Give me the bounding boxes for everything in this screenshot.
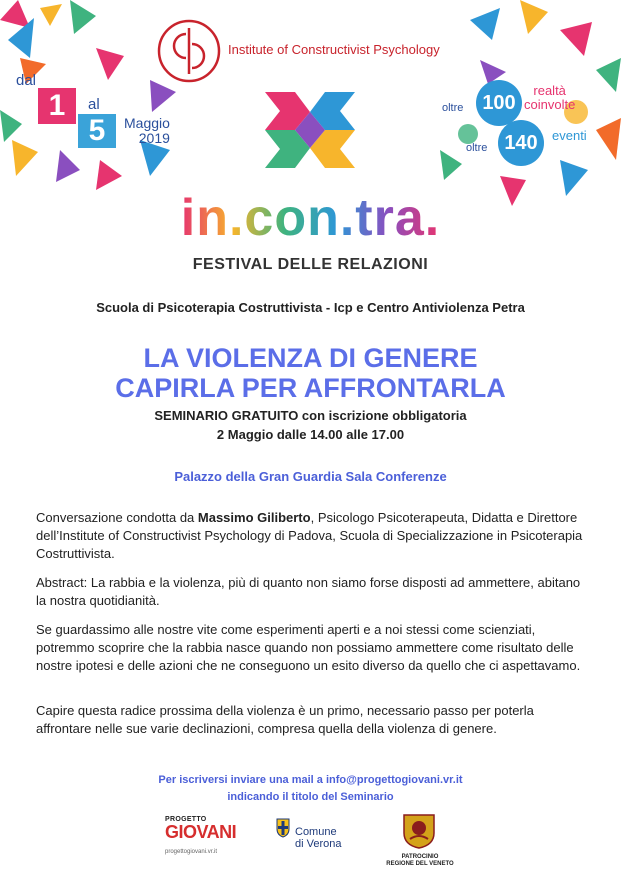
- verona-shield-icon: [276, 818, 290, 838]
- stat-label-realta-b: coinvolte: [524, 97, 576, 112]
- subtitle-line-2: 2 Maggio dalle 14.00 alle 17.00: [216, 427, 405, 442]
- stat-label-eventi: eventi: [552, 128, 587, 143]
- date-month: Maggio: [124, 115, 170, 131]
- comune-verona: [295, 826, 341, 850]
- date-year: 2019: [138, 130, 170, 146]
- paragraph-conclusion: Capire questa radice prossima della violenza è un primo, necessario passo per poterla affrontare nelle sue varie declinazioni, compresa quella della violenza di genere.: [36, 703, 534, 736]
- date-al: al: [88, 96, 100, 113]
- verona-line-1: Comune: [295, 826, 337, 838]
- date-dal: dal: [16, 72, 37, 89]
- title-line-1: LA VIOLENZA DI GENERE: [143, 343, 478, 373]
- date-month-year: [124, 116, 170, 146]
- venue: Palazzo della Gran Guardia Sala Conferenze: [174, 469, 447, 484]
- verona-line-2: di Verona: [295, 838, 342, 850]
- subtitle-line-1: SEMINARIO GRATUITO con iscrizione obbligatoria: [154, 408, 467, 423]
- icp-logo-icon: [156, 18, 222, 84]
- speaker-prefix: Conversazione condotta da: [36, 510, 198, 525]
- signup-line-2: indicando il titolo del Seminario: [227, 791, 394, 803]
- paragraph-scientists: Se guardassimo alle nostre vite come esperimenti aperti e a noi stessi come scienziati, potremmo scoprire che la rabbia nasce quando non possiamo ammettere come risultato delle nostre ipotesi e delle azioni che ne conseguono un esito diverso da quello che ci aspettavamo.: [36, 622, 581, 673]
- festival-brand: [0, 188, 621, 248]
- stat-label-realta: [524, 84, 575, 112]
- festival-brand-text: in.con.tra.: [180, 189, 441, 247]
- paragraph-abstract: Abstract: La rabbia e la violenza, più di quanto non siamo forse disposti ad ammettere, abitano la nostra quotidianità.: [36, 575, 581, 608]
- stat-oltre-1: oltre: [442, 102, 464, 114]
- pg-small: PROGETTO: [165, 816, 207, 823]
- pg-big: GIOVANI: [165, 822, 237, 842]
- organizers: Scuola di Psicoterapia Costruttivista - Icp e Centro Antiviolenza Petra: [96, 300, 525, 315]
- regione-veneto: [380, 854, 460, 868]
- festival-subtitle: FESTIVAL DELLE RELAZIONI: [192, 256, 429, 273]
- institute-name: Institute of Constructivist Psychology: [228, 42, 440, 57]
- festival-emblem-icon: [265, 92, 355, 168]
- title-line-2: CAPIRLA PER AFFRONTARLA: [115, 373, 506, 403]
- stat-count-140: 140: [498, 120, 544, 166]
- speaker-suffix: , Psicologo Psicoterapeuta, Didatta e Direttore dell’Institute of Constructivist Psychology di Padova, Scuola di Specializzazione in Psicoterapia Costruttivista.: [36, 510, 583, 561]
- stat-oltre-2: oltre: [466, 142, 488, 154]
- progetto-giovani-logo: [165, 816, 235, 855]
- speaker-name: Massimo Giliberto: [197, 510, 311, 525]
- date-day-start: 1: [38, 88, 76, 124]
- signup-line-1: Per iscriversi inviare una mail a info@progettogiovani.vr.it: [158, 774, 463, 786]
- veneto-line-2: REGIONE DEL VENETO: [386, 861, 454, 867]
- pg-url: progettogiovani.vr.it: [165, 849, 218, 855]
- stat-count-100: 100: [476, 80, 522, 126]
- paragraph-speaker: [36, 509, 588, 563]
- stat-label-realta-a: realtà: [533, 83, 566, 98]
- veneto-line-1: PATROCINIO: [401, 854, 439, 860]
- veneto-lion-icon: [402, 813, 436, 849]
- date-day-end: 5: [78, 114, 116, 148]
